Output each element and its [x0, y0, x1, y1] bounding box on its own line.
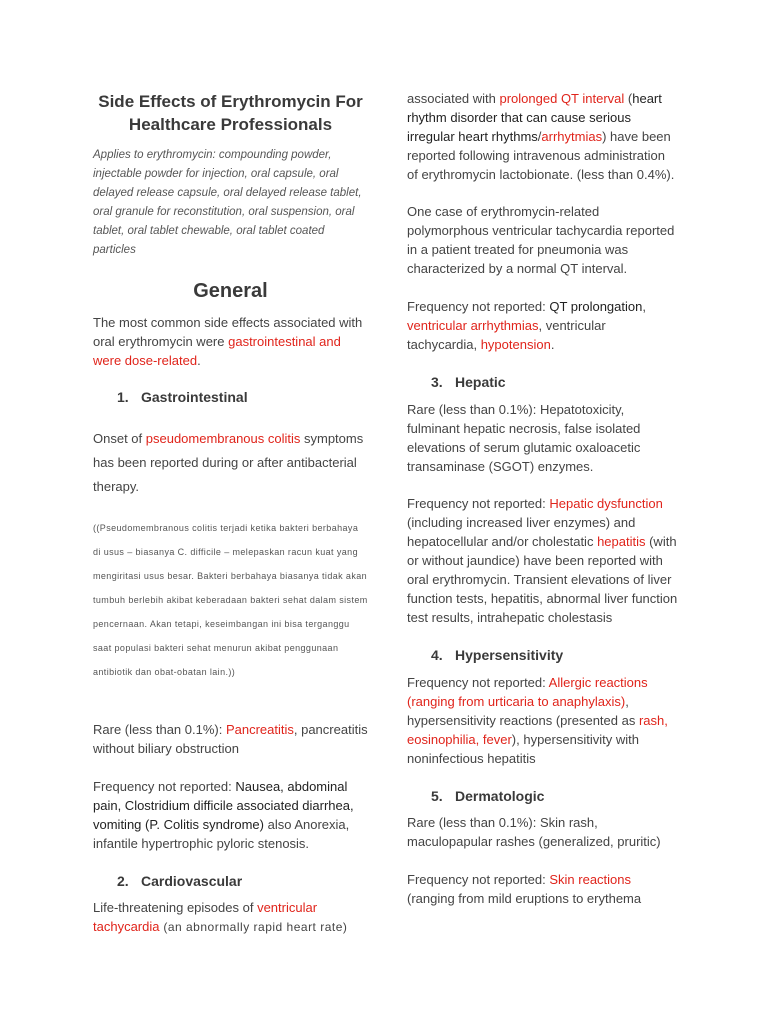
- hypersensitivity-paragraph: Frequency not reported: Allergic reactions (ranging from urticaria to anaphylaxis), hypersensitivity reactions (presented as rash, eosinophilia, fever), hypersensitivity with noninfectious hepatitis: [407, 675, 668, 766]
- highlight-text: pseudomembranous colitis: [145, 431, 301, 446]
- highlight-text: gastrointestinal and were dose-related: [93, 334, 341, 368]
- highlight-text: Hepatic dysfunction: [549, 496, 663, 511]
- section-heading-hypersensitivity: 4. Hypersensitivity: [431, 647, 564, 663]
- page-title: Side Effects of Erythromycin For Healthcare Professionals: [98, 92, 363, 134]
- gi-frequency-paragraph: Frequency not reported: Nausea, abdominal pain, Clostridium difficile associated diarrhea, vomiting (P. Colitis syndrome) also Anorexia, infantile hypertrophic pyloric stenosis.: [93, 779, 354, 851]
- cv-continued-paragraph: associated with prolonged QT interval (heart rhythm disorder that can cause serious irregular heart rhythms/arrhytmias) have been reported following intravenous administration of erythromycin lactobionate. (less than 0.4%).: [407, 91, 675, 182]
- gi-onset-paragraph: Onset of pseudomembranous colitis symptoms has been reported during or after antibacterial therapy.: [93, 431, 364, 494]
- section-heading-cardiovascular: 2. Cardiovascular: [117, 873, 243, 889]
- highlight-text: hypotension: [480, 337, 551, 352]
- general-heading: General: [193, 280, 268, 302]
- hepatic-frequency-paragraph: Frequency not reported: Hepatic dysfunction (including increased liver enzymes) and hepatocellular and/or cholestatic hepatitis (with or without jaundice) have been reported with oral erythromycin. Transient elevations of liver function tests, hepatitis, abnormal liver function test results, intrahepatic cholestasis: [407, 496, 678, 625]
- applies-to-text: Applies to erythromycin: compounding powder, injectable powder for injection, oral capsule, oral delayed release capsule, oral delayed release tablet, oral granule for reconstitution, oral suspension, oral tablet, oral tablet chewable, oral tablet coated particles: [93, 149, 362, 256]
- gi-note-paragraph: ((Pseudomembranous colitis terjadi ketika bakteri berbahaya di usus – biasanya C. difficile – melepaskan racun kuat yang mengiritasi usus besar. Bakteri berbahaya biasanya tidak akan tumbuh berlebih akibat keberadaan bakteri sehat dalam sistem pencernaan. Akan tetapi, keseimbangan ini bisa terganggu saat populasi bakteri sehat menurun akibat penggunaan antibiotik dan obat-obatan lain.)): [93, 523, 368, 677]
- section-heading-hepatic: 3. Hepatic: [431, 374, 506, 390]
- cv-frequency-paragraph: Frequency not reported: QT prolongation, ventricular arrhythmias, ventricular tachycardia, hypotension.: [407, 299, 646, 352]
- dermatologic-frequency-paragraph: Frequency not reported: Skin reactions (ranging from mild eruptions to erythema: [407, 872, 642, 906]
- highlight-text: ventricular tachycardia: [93, 900, 318, 934]
- highlight-text: Allergic reactions (ranging from urticaria to anaphylaxis): [407, 675, 648, 709]
- highlight-text: arrhytmias: [541, 129, 603, 144]
- section-heading-dermatologic: 5. Dermatologic: [431, 788, 545, 804]
- dermatologic-rare-paragraph: Rare (less than 0.1%): Skin rash, maculopapular rashes (generalized, pruritic): [407, 815, 661, 849]
- gi-rare-paragraph: Rare (less than 0.1%): Pancreatitis, pancreatitis without biliary obstruction: [93, 722, 368, 756]
- highlight-text: hepatitis: [597, 534, 646, 549]
- general-paragraph: The most common side effects associated with oral erythromycin were gastrointestinal and were dose-related.: [93, 315, 363, 368]
- section-heading-gastrointestinal: 1. Gastrointestinal: [117, 389, 248, 405]
- cv-case-paragraph: One case of erythromycin-related polymorphous ventricular tachycardia reported in a patient treated for pneumonia was characterized by a normal QT interval.: [407, 204, 675, 276]
- cv-episodes-paragraph: Life-threatening episodes of ventricular tachycardia (an abnormally rapid heart rate): [93, 900, 348, 934]
- highlight-text: Pancreatitis: [225, 722, 294, 737]
- highlight-text: ventricular arrhythmias: [407, 318, 539, 333]
- hepatic-rare-paragraph: Rare (less than 0.1%): Hepatotoxicity, fulminant hepatic necrosis, false isolated elevations of serum glutamic oxaloacetic transaminase (SGOT) enzymes.: [407, 402, 641, 474]
- highlight-text: prolonged QT interval: [499, 91, 625, 106]
- highlight-text: Skin reactions: [549, 872, 632, 887]
- highlight-text: rash, eosinophilia, fever: [407, 713, 668, 747]
